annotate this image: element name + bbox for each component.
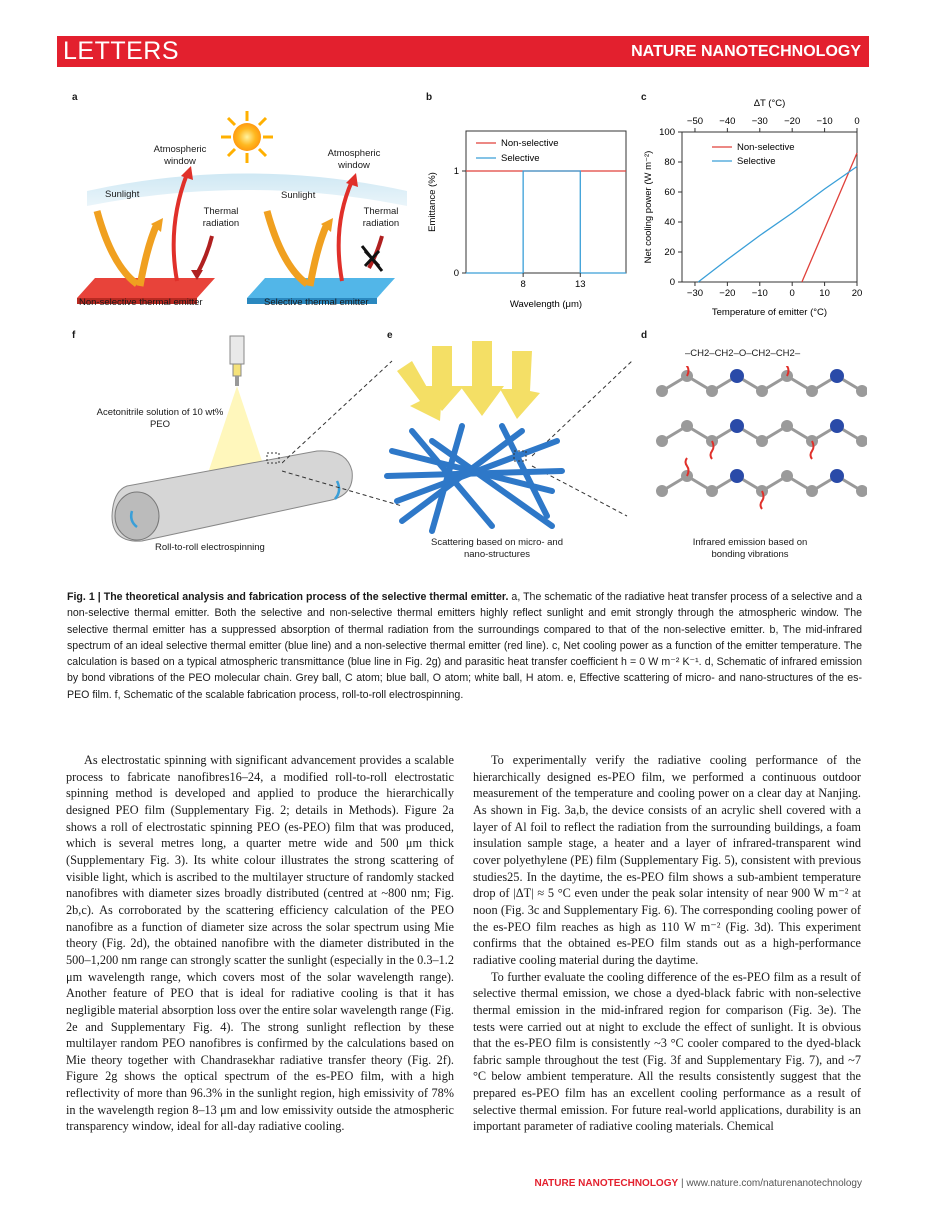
label-emitter-right: Selective thermal emitter: [264, 297, 369, 308]
top-tick-label: −50: [686, 116, 704, 127]
top-tick-label: 0: [854, 116, 860, 127]
x-tick-label: 0: [789, 288, 795, 299]
y-tick-label: 60: [664, 187, 675, 198]
panel-a-schematic: [57, 86, 422, 316]
syringe-icon: [230, 336, 244, 386]
panel-b-chart: [421, 116, 631, 321]
paragraph: To further evaluate the cooling difference of the es-PEO film as a result of selective thermal emission, we chose a dyed-black fabric with non-selective thermal emission in the mid-infrared region for comparison (Fig. 3e). The tests were carried out at night to exclude the effect of sunlight. It is obvious that the es-PEO film is consistently ~3 °C cooler compared to the dyed-black fabric sample throughout the test (Fig. 3f and Supplementary Fig. 7), and ~7 °C below ambient temperature. All the results consistently suggest that the prepared es-PEO film has an excellent cooling performance as a result of selective thermal emission. For future real-world applications, durability is an important parameter of radiative cooling materials. Chemical: [473, 969, 861, 1134]
page-footer: [534, 1178, 862, 1189]
peo-chains: [656, 366, 867, 509]
y-axis-label: Net cooling power (W m⁻²): [643, 150, 654, 264]
label-sunlight-left: Sunlight: [105, 189, 140, 200]
x-tick-label: 10: [819, 288, 830, 299]
x-tick-label: −30: [686, 288, 704, 299]
label-scattering: Scattering based on micro- and nano-structures: [430, 537, 564, 560]
label-window-left: Atmospheric window: [153, 144, 207, 167]
panel-letter-a: a: [72, 92, 78, 103]
legend-label: Selective: [501, 153, 540, 164]
x-tick-label: 8: [520, 279, 526, 290]
panel-letter-b: b: [426, 92, 433, 103]
footer-url[interactable]: www.nature.com/naturenanotechnology: [686, 1178, 862, 1189]
label-solution: Acetonitrile solution of 10 wt% PEO: [96, 407, 224, 430]
figure-1: [57, 86, 869, 576]
panel-letter-c: c: [641, 92, 647, 103]
legend-label: Selective: [737, 156, 776, 167]
top-tick-label: −10: [816, 116, 833, 127]
caption-lead: Fig. 1 | The theoretical analysis and fabrication process of the selective thermal emitter.: [67, 591, 509, 603]
label-emitter-left: Non-selective thermal emitter: [79, 297, 203, 308]
panel-letter-d: d: [641, 330, 648, 341]
header-banner: [57, 36, 869, 67]
sunlight-arrow-right: [267, 211, 333, 286]
label-thermal-left: Thermal radiation: [202, 206, 240, 229]
paragraph: To experimentally verify the radiative cooling performance of the hierarchically designed es-PEO film, we performed a continuous outdoor measurement of the temperature and cooling power on a clear day at Nanjing. As shown in Fig. 3a,b, the device consists of an acrylic shell covered with a layer of Al foil to reflect the radiation from the surrounding buildings, a foam insulation sample stage, a heater and a layer of infrared-transparent wind cover polyethylene (PE) film (Supplementary Fig. 5), consistent with previous studies25. In the daytime, the es-PEO film shows a sub-ambient temperature drop of |ΔT| ≈ 5 °C even under the peak solar intensity of near 900 W m⁻² at noon (Fig. 3c and Supplementary Fig. 6). The corresponding cooling power of the es-PEO film reaches as high as 110 W m⁻² (Fig. 3d). This experiment confirms that the obtained es-PEO film stands out as a high-performance radiative cooling material during the daytime.: [473, 753, 861, 967]
figure-caption: [67, 589, 862, 703]
nonselective-emitter: [77, 278, 215, 298]
x-axis-label: Wavelength (μm): [509, 299, 583, 310]
y-tick-label: 20: [664, 247, 675, 258]
x-tick-label: −20: [719, 288, 736, 299]
panel-letter-f: f: [72, 330, 76, 341]
top-tick-label: −30: [751, 116, 768, 127]
x-tick-label: 13: [574, 279, 586, 290]
y-tick-label: 100: [659, 127, 675, 138]
section-label: LETTERS: [63, 37, 180, 65]
plot-frame: [682, 132, 857, 282]
y-tick-label: 80: [664, 157, 675, 168]
panel-letter-e: e: [387, 330, 393, 341]
x-axis-label: Temperature of emitter (°C): [711, 307, 828, 318]
journal-name: NATURE NANOTECHNOLOGY: [631, 43, 861, 60]
label-roll-to-roll: Roll-to-roll electrospinning: [155, 542, 265, 553]
series-line-selective: [466, 171, 626, 273]
y-tick-label: 0: [669, 277, 675, 288]
sun-icon: [221, 111, 273, 163]
footer-separator: |: [680, 1178, 684, 1189]
panel-c-chart: [637, 86, 869, 321]
nanofibre-network: [387, 426, 562, 531]
label-sunlight-right: Sunlight: [281, 190, 316, 201]
caption-text: a, The schematic of the radiative heat transfer process of a selective and a non-selective thermal emitter. Both the selective and non-selective thermal emitters highly reflect sunlight and emit strongly through the atmospheric window. The selective thermal emitter has a suppressed absorption of thermal radiation from the surroundings compared to that of the non-selective emitter. b, The mid-infrared spectrum of an ideal selective thermal emitter (blue line) and a non-selective thermal emitter (red line). c, Net cooling power as a function of the emitter temperature. The calculation is based on a typical atmospheric transmittance (blue line in Fig. 2g) and parasitic heat transfer coefficient h = 0 W m⁻² K⁻¹. d, Schematic of infrared emission by bond vibrations of the PEO molecular chain. Grey ball, C atom; blue ball, O atom; white ball, H atom. e, Effective scattering of micro- and nano-structures of the es-PEO film. f, Schematic of the scalable fabrication process, roll-to-roll electrospinning.: [67, 591, 862, 701]
body-column-right: [473, 752, 861, 1135]
legend-label: Non-selective: [737, 142, 795, 153]
paragraph: As electrostatic spinning with significant advancement provides a scalable process to fabricate nanofibres16–24, a modified roll-to-roll electrostatic spinning method is developed and applied to produce the hierarchically designed PEO film (Supplementary Fig. 2; details in Methods). Figure 2a shows a roll of electrostatic spinning PEO (es-PEO) film that was produced, which is several metres long, a quarter metre wide and 500 μm thick (Supplementary Fig. 3). Its white colour illustrates the strong scattering of visible light, which is ascribed to the multilayer structure of randomly stacked nanofibres with diameter sizes broadly distributed (centred at ~800 nm; Fig. 2b,c). As corroborated by the scattering efficiency calculation of the PEO nanofibre as a function of diameter size across the solar spectrum using Mie theory (Fig. 2d), the obtained nanofibre with the diameter distributed in the 500–1,200 nm range can strongly scatter the sunlight (especially in the 0.3–1.2 μm wavelength range, which covers most of the solar wavelength range). Another feature of PEO that is ideal for radiative cooling is that it has negligible material absorption loss over the entire solar wavelength range (Fig. 2e and Supplementary Fig. 4). The strong sunlight reflection by these multilayer random PEO nanofibres is confirmed by the calculations based on Mie theory together with Chandrasekhar radiative transfer theory (Fig. 2f). Figure 2g shows the optical spectrum of the es-PEO film, with a high reflectivity of more than 96.3% in the sunlight region, high emissivity of 78% in the wavelength region 8–13 μm and low emissivity outside the atmospheric transparency window, ideal for all-day radiative cooling.: [66, 753, 454, 1134]
plot-frame: [466, 131, 626, 273]
footer-brand: NATURE NANOTECHNOLOGY: [534, 1178, 679, 1189]
y-tick-label: 1: [453, 166, 459, 177]
top-axis-label: ΔT (°C): [753, 98, 786, 109]
selective-emitter: [247, 278, 395, 298]
top-tick-label: −40: [719, 116, 736, 127]
x-tick-label: 20: [851, 288, 863, 299]
sunlight-arrow-left: [97, 211, 163, 286]
thermal-arrow-left-down: [191, 236, 212, 280]
panel-d-molecule: [652, 366, 867, 521]
y-tick-label: 40: [664, 217, 675, 228]
series-line-selective: [698, 167, 857, 283]
light-arrows: [397, 341, 540, 421]
top-tick-label: −20: [784, 116, 801, 127]
y-tick-label: 0: [453, 268, 459, 279]
legend-label: Non-selective: [501, 138, 559, 149]
peo-formula: –CH2–CH2–O–CH2–CH2–: [685, 348, 801, 359]
label-window-right: Atmospheric window: [327, 148, 381, 171]
body-column-left: [66, 752, 454, 1135]
label-thermal-right: Thermal radiation: [362, 206, 400, 229]
label-infrared-emission: Infrared emission based on bonding vibrations: [692, 537, 808, 560]
y-axis-label: Emittance (%): [427, 172, 438, 232]
x-tick-label: −10: [751, 288, 768, 299]
panel-e-schematic: [282, 331, 642, 546]
